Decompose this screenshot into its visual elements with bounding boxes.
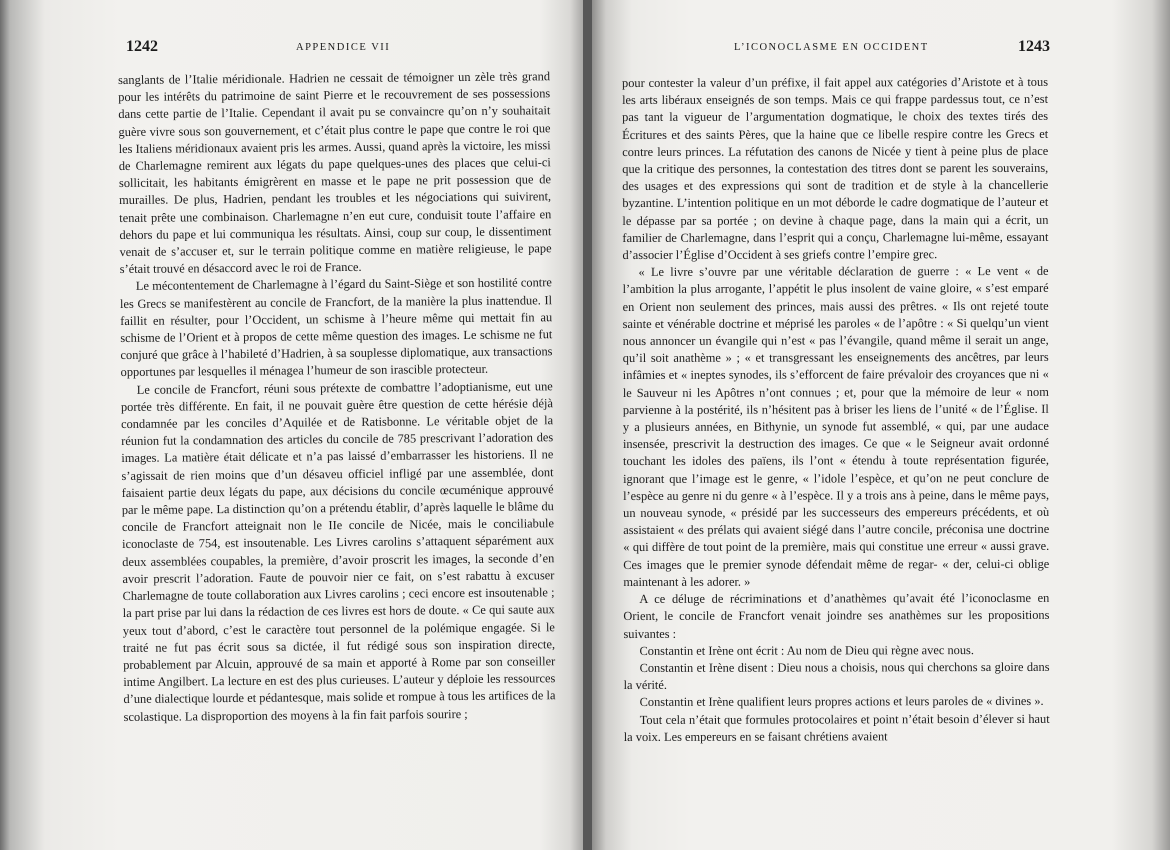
paragraph: Le mécontentement de Charlemagne à l’égard du Saint-Siège et son hostilité contre les Grecs se manifestèrent au concile de Francfort, de la manière la plus inattendue. Il faillit en résulter, pour l’Occident, un schisme à l’heure même qui mettait fin au schisme de l’Orient et à propos de cette même question des images. Le schisme ne fut conjuré que grâce à l’habileté d’Hadrien, à sa souplesse diplomatique, aux transactions opportunes par lesquelles il ménagea l’humeur de son irascible protecteur.: [119, 275, 553, 380]
paragraph: A ce déluge de récriminations et d’anathèmes qu’avait été l’iconoclasme en Orient, le concile de Francfort venait joindre ses anathèmes sur les propositions suivantes :: [623, 590, 1050, 641]
paragraph: Constantin et Irène ont écrit : Au nom de Dieu qui règne avec nous.: [639, 642, 974, 658]
paragraph: Constantin et Irène disent : Dieu nous a choisis, nous qui cherchons sa gloire dans la vérité.: [623, 659, 1050, 693]
body-text: [118, 68, 556, 725]
paragraph: Constantin et Irène qualifient leurs propres actions et leurs paroles de « divines ».: [639, 694, 1044, 710]
left-page: [0, 0, 583, 850]
right-page: [592, 0, 1170, 850]
paragraph: « Le livre s’ouvre par une véritable déclaration de guerre : « Le vent « de l’ambition la plus arrogante, l’appétit le plus insolent de vaine gloire, « s’est emparé en Orient non seulement des princes, mais aussi des prêtres. « Ils ont rejeté toute sainte et vénérable doctrine et méprisé les paroles « de l’apôtre : « Si quelqu’un vient nous annoncer un évangile qui n’est « pas l’évangile, quand même il serait un ange, qu’il soit anathème » ; « et transgressant les enseignements des ancêtres, par leurs infâmies et « ineptes synodes, ils s’efforcent de faire prévaloir des croyances que ni « le Sauveur ni les Apôtres n’ont connues ; et, pour que la mémoire de leur « nom parvienne à la postérité, ils n’hésitent pas à briser les liens de l’unité « de l’Église. Il y a plusieurs années, en Bithynie, un synode fut assemblé, « qui, par une audace insensée, prescrivit la destruction des images. Ce que « le Seigneur avait ordonné touchant les idoles des païens, ils l’ont « étendu à toute représentation figurée, ignorant que l’image est le genre, « l’idole l’espèce, et qu’on ne peut conclure de l’espèce au genre ni du genre « à l’espèce. Il y a trois ans à peine, dans le même pays, un nouveau synode, « présidé par les successeurs des empereurs précédents, et où assistaient « des prélats qui avaient siégé dans l’autre concile, préconisa une doctrine « qui diffère de tout point de la première, mais qui constitue une erreur « aussi grave. Ces images que le premier synode défendait même de regar- « der, celui-ci oblige maintenant à les adorer. »: [622, 264, 1050, 589]
running-head: L’ICONOCLASME EN OCCIDENT: [734, 42, 929, 53]
paragraph: pour contester la valeur d’un préfixe, il fait appel aux catégories d’Aristote et à tous les arts libéraux enseignés de son temps. Mais ce qui frappe pardessus tout, ce n’est pas tant la vigueur de l’argumentation dogmatique, le choix des textes tirés des Écritures et des saints Pères, que la haine que ce libelle respire contre les Grecs et contre leurs princes. La réfutation des canons de Nicée y tient à peine plus de place que la critique des personnes, la contestation des titres dont se parent les souverains, des usages et des expressions qui sont de tradition et de style à la chancellerie byzantine. L’intention politique en un mot déborde le cadre dogmatique de l’auteur et le dépasse par sa portée ; on devine à chaque page, dans la main qui a écrit, un familier de Charlemagne, dans l’esprit qui a conçu, Charlemagne lui-même, essayant d’associer l’Église d’Occident à ses griefs contre l’empire grec.: [622, 74, 1049, 263]
body-text: [622, 74, 1050, 746]
book-gutter: [583, 0, 592, 850]
paragraph: sanglants de l’Italie méridionale. Hadrien ne cessait de témoigner un zèle très grand pour les intérêts du patrimoine de saint Pierre et le recouvrement de ses possessions dans cette partie de l’Italie. Cependant il avait pu se convaincre qu’on n’y souhaitait guère vivre sous son gouvernement, et c’était plus contre le pape que contre le roi que les Italiens méridionaux avaient pris les armes. Aussi, quand après la victoire, les missi de Charlemagne remirent aux légats du pape quelques-unes des places que celui-ci sollicitait, les habitants émigrèrent en masse et le pape ne prit possession que de murailles. De plus, Hadrien, pendant les troubles et les négociations qui suivirent, tenait prête une combinaison. Charlemagne n’en eut cure, conduisit toute l’affaire en dehors du pape et lui communiqua les résultats. Ainsi, coup sur coup, le dissentiment venait de s’accuser et, sur le terrain politique comme en matière religieuse, le pape s’était trouvé en désaccord avec le roi de France.: [118, 69, 552, 277]
paragraph: Le concile de Francfort, réuni sous prétexte de combattre l’adoptianisme, eut une portée très différente. En fait, il ne pouvait guère être question de cette hérésie déjà condamnée par les conciles d’Aquilée et de Ratisbonne. Le véritable objet de la réunion fut la condamnation des articles du concile de 785 prescrivant l’adoration des images. La matière était délicate et n’a pas laissé d’embarrasser les historiens. Il ne s’agissait de rien moins que d’un désaveu officiel infligé par une assemblée, dont faisaient partie deux légats du pape, aux décisions du concile œcuménique approuvé par le même pape. La distinction qu’on a prétendu établir, d’après laquelle le blâme du concile de Francfort atteignait non le IIe concile de Nicée, mais le conciliabule iconoclaste de 754, est insoutenable. Les Livres carolins s’attaquent séparément aux deux assemblées coupables, la première, d’avoir proscrit les images, la seconde d’en avoir prescrit l’adoration. Faute de pouvoir nier ce fait, on s’est rabattu à excuser Charlemagne de toute collaboration aux Livres carolins ; ceci encore est insoutenable ; la part prise par lui dans la rédaction de ces livres est hors de doute. « Ce qui saute aux yeux tout d’abord, c’est le caractère tout personnel de la polémique engagée. Si le traité ne fut pas écrit sous sa dictée, il fut rédigé sous son inspiration directe, probablement par Alcuin, approuvé de sa main et apporté à Rome par son conseiller intime Angilbert. La lecture en est des plus curieuses. L’auteur y déploie les ressources d’une dialectique lourde et pédantesque, mais solide et rompue à tous les artifices de la scolastique. La disproportion des moyens à la fin fait parfois sourire ;: [120, 378, 556, 724]
paragraph: Tout cela n’était que formules protocolaires et point n’était besoin d’élever si haut la voix. Les empereurs en se faisant chrétiens avaient: [623, 711, 1050, 744]
page-number: 1243: [1018, 38, 1050, 55]
running-head: APPENDICE VII: [296, 42, 391, 53]
page-number: 1242: [126, 38, 158, 55]
